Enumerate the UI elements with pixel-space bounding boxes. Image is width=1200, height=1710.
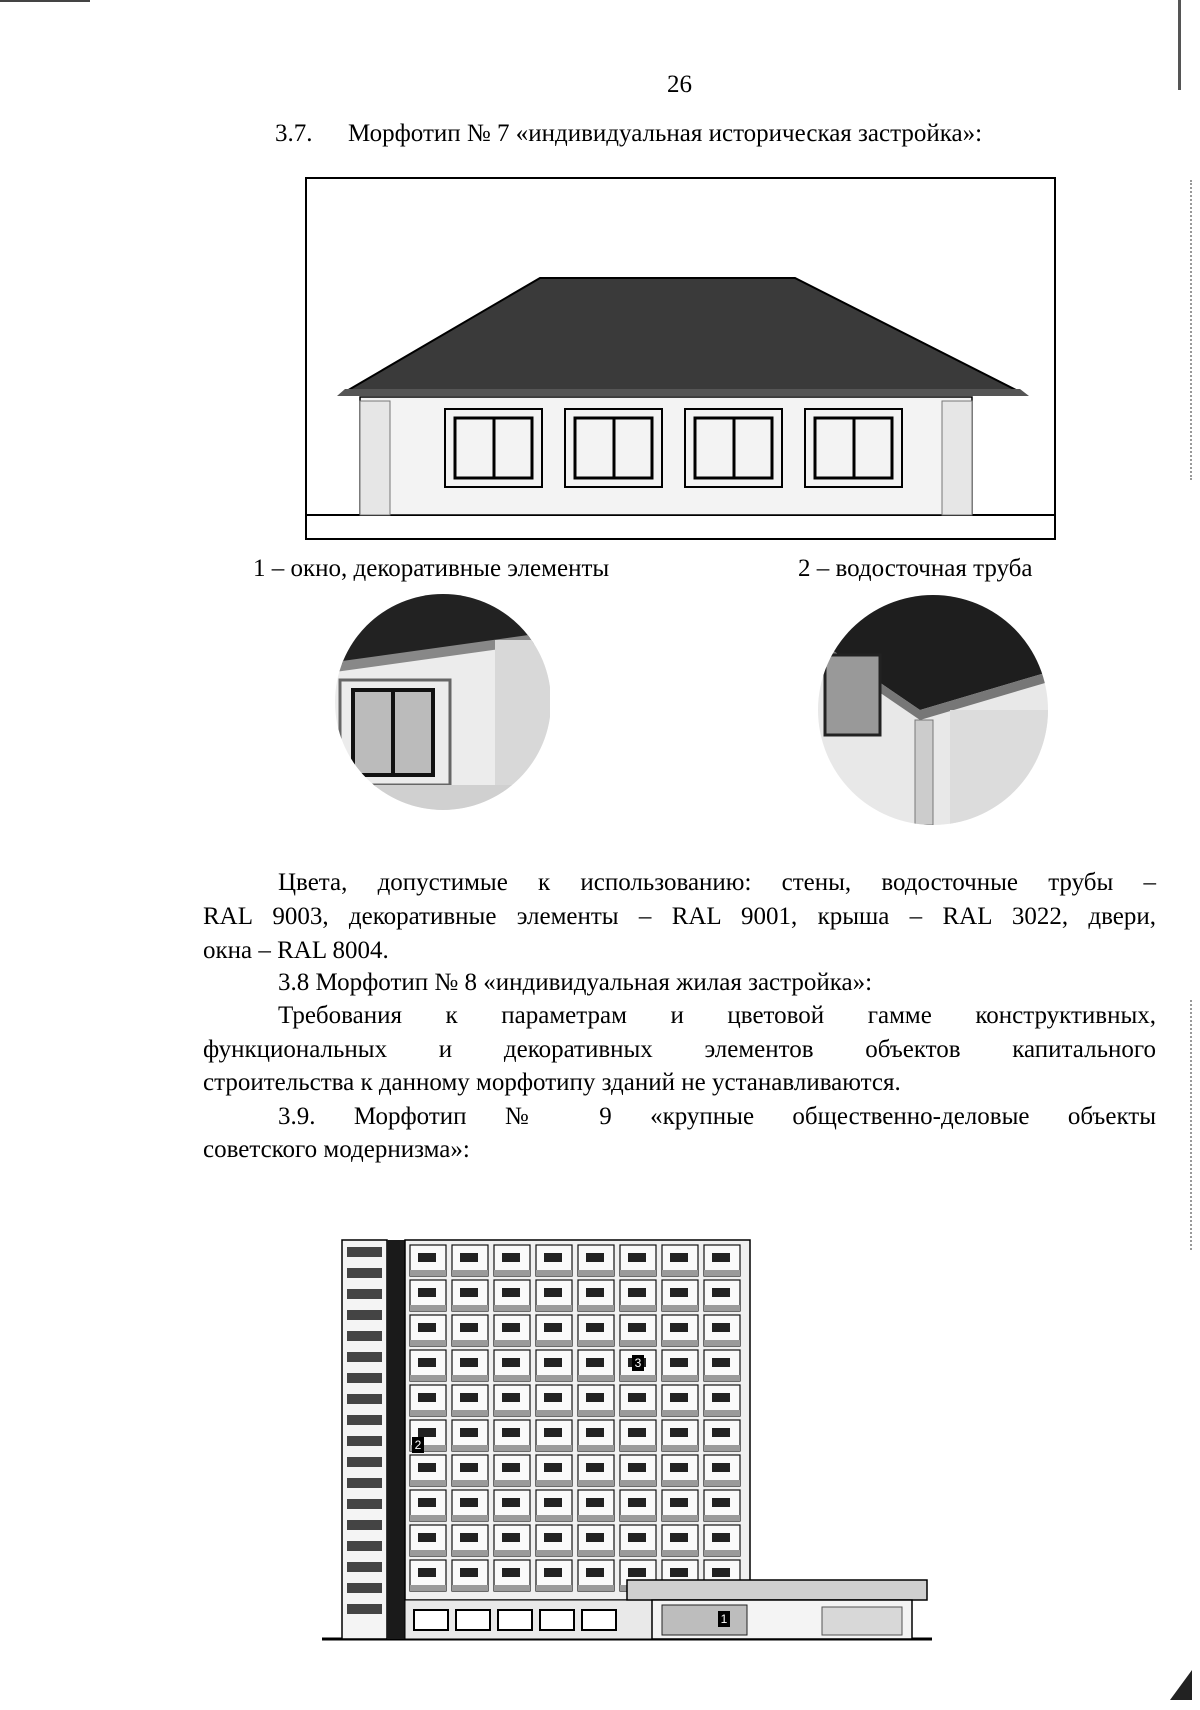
facade-balcony	[494, 1410, 530, 1416]
facade-window	[544, 1533, 562, 1542]
facade-balcony	[620, 1480, 656, 1486]
facade-window	[670, 1288, 688, 1297]
building-marker-2: 2	[414, 1438, 422, 1452]
facade-window	[712, 1533, 730, 1542]
ground-floor-window	[582, 1610, 616, 1630]
section-3-8-line-1	[278, 999, 1156, 1032]
facade-balcony	[704, 1445, 740, 1451]
facade-window	[670, 1568, 688, 1577]
facade-window	[460, 1288, 478, 1297]
facade-balcony	[620, 1375, 656, 1381]
tower-window-strip	[347, 1478, 382, 1488]
facade-window	[502, 1568, 520, 1577]
facade-balcony	[578, 1340, 614, 1346]
facade-window	[460, 1428, 478, 1437]
facade-window	[628, 1428, 646, 1437]
section-3-8-line-3: строительства к данному морфотипу зданий не устанавливаются.	[203, 1069, 901, 1096]
ground-floor-window	[498, 1610, 532, 1630]
facade-balcony	[620, 1445, 656, 1451]
facade-balcony	[704, 1375, 740, 1381]
facade-balcony	[662, 1550, 698, 1556]
facade-balcony	[704, 1270, 740, 1276]
facade-balcony	[620, 1515, 656, 1521]
facade-window	[712, 1253, 730, 1262]
facade-window	[628, 1323, 646, 1332]
facade-window	[712, 1323, 730, 1332]
facade-window	[502, 1323, 520, 1332]
facade-balcony	[536, 1270, 572, 1276]
facade-balcony	[662, 1515, 698, 1521]
facade-balcony	[452, 1585, 488, 1591]
facade-window	[586, 1498, 604, 1507]
facade-window	[418, 1253, 436, 1262]
facade-balcony	[662, 1410, 698, 1416]
facade-window	[544, 1393, 562, 1402]
facade-window	[586, 1288, 604, 1297]
facade-balcony	[452, 1480, 488, 1486]
facade-balcony	[536, 1585, 572, 1591]
facade-balcony	[578, 1480, 614, 1486]
facade-window	[502, 1463, 520, 1472]
ground-floor-window	[540, 1610, 574, 1630]
facade-balcony	[410, 1410, 446, 1416]
facade-window	[544, 1288, 562, 1297]
facade-balcony	[410, 1270, 446, 1276]
facade-window	[670, 1533, 688, 1542]
downpipe-detail-image	[810, 595, 1055, 825]
facade-balcony	[410, 1480, 446, 1486]
facade-window	[586, 1463, 604, 1472]
facade-balcony	[494, 1585, 530, 1591]
facade-window	[670, 1498, 688, 1507]
facade-window	[628, 1533, 646, 1542]
facade-window	[460, 1463, 478, 1472]
facade-balcony	[704, 1515, 740, 1521]
section-3-9-text-1: 3.9. Морфотип № 9 «крупные общественно-деловые объекты	[278, 1103, 1156, 1130]
facade-window	[670, 1463, 688, 1472]
tower-window-strip	[347, 1394, 382, 1404]
facade-window	[628, 1253, 646, 1262]
facade-window	[628, 1393, 646, 1402]
scan-corner-mark	[1170, 1670, 1192, 1700]
facade-balcony	[578, 1550, 614, 1556]
facade-window	[670, 1393, 688, 1402]
facade-window	[628, 1288, 646, 1297]
facade-balcony	[494, 1515, 530, 1521]
window-detail-image	[335, 590, 550, 815]
facade-window	[502, 1428, 520, 1437]
section-3-9-line-2: советского модернизма»:	[203, 1136, 470, 1163]
tower-window-strip	[347, 1562, 382, 1572]
facade-window	[712, 1393, 730, 1402]
facade-balcony	[704, 1410, 740, 1416]
facade-window	[670, 1428, 688, 1437]
facade-window	[628, 1498, 646, 1507]
facade-window	[418, 1463, 436, 1472]
facade-window	[418, 1568, 436, 1577]
facade-balcony	[452, 1550, 488, 1556]
facade-balcony	[452, 1270, 488, 1276]
facade-balcony	[578, 1375, 614, 1381]
section-3-8-text-2: функциональных и декоративных элементов объектов капитального	[203, 1036, 1156, 1063]
tower-window-strip	[347, 1352, 382, 1362]
facade-window	[418, 1288, 436, 1297]
facade-window	[544, 1358, 562, 1367]
tower-window-strip	[347, 1331, 382, 1341]
facade-balcony	[536, 1340, 572, 1346]
facade-balcony	[662, 1480, 698, 1486]
tower-window-strip	[347, 1499, 382, 1509]
facade-balcony	[620, 1305, 656, 1311]
facade-window	[460, 1323, 478, 1332]
facade-window	[502, 1253, 520, 1262]
facade-balcony	[704, 1480, 740, 1486]
facade-window	[712, 1498, 730, 1507]
facade-window	[712, 1463, 730, 1472]
facade-balcony	[578, 1305, 614, 1311]
facade-balcony	[494, 1550, 530, 1556]
detail-label-window: 1 – окно, декоративные элементы	[253, 555, 610, 582]
facade-window	[712, 1428, 730, 1437]
facade-balcony	[452, 1445, 488, 1451]
tower-window-strip	[347, 1373, 382, 1383]
house-elevation-drawing	[305, 177, 1056, 540]
facade-window	[670, 1253, 688, 1262]
facade-balcony	[452, 1375, 488, 1381]
facade-window	[418, 1323, 436, 1332]
facade-balcony	[704, 1305, 740, 1311]
facade-window	[670, 1323, 688, 1332]
facade-window	[460, 1393, 478, 1402]
tower-window-strip	[347, 1457, 382, 1467]
facade-window	[502, 1498, 520, 1507]
tower-window-strip	[347, 1436, 382, 1446]
colors-paragraph-text-1: Цвета, допустимые к использованию: стены, водосточные трубы –	[278, 869, 1156, 896]
facade-balcony	[704, 1340, 740, 1346]
section-3-7-title: Морфотип № 7 «индивидуальная историческая застройка»:	[348, 120, 983, 147]
facade-balcony	[494, 1480, 530, 1486]
facade-window	[712, 1358, 730, 1367]
facade-balcony	[494, 1375, 530, 1381]
ground-floor-window	[414, 1610, 448, 1630]
facade-balcony	[578, 1445, 614, 1451]
facade-window	[670, 1358, 688, 1367]
facade-window	[460, 1253, 478, 1262]
facade-balcony	[620, 1410, 656, 1416]
facade-balcony	[410, 1340, 446, 1346]
facade-balcony	[494, 1305, 530, 1311]
scan-edge-dots	[1190, 180, 1192, 480]
facade-balcony	[620, 1340, 656, 1346]
facade-window	[628, 1463, 646, 1472]
facade-balcony	[536, 1515, 572, 1521]
facade-window	[418, 1533, 436, 1542]
facade-window	[502, 1533, 520, 1542]
colors-paragraph-text-2: RAL 9003, декоративные элементы – RAL 9001, крыша – RAL 3022, двери,	[203, 903, 1156, 930]
scan-edge-line	[1178, 0, 1181, 90]
facade-balcony	[410, 1305, 446, 1311]
facade-window	[502, 1393, 520, 1402]
facade-balcony	[536, 1480, 572, 1486]
facade-balcony	[662, 1375, 698, 1381]
facade-window	[418, 1428, 436, 1437]
colors-paragraph-line-3: окна – RAL 8004.	[203, 937, 389, 964]
facade-window	[502, 1288, 520, 1297]
facade-balcony	[662, 1340, 698, 1346]
facade-window	[712, 1288, 730, 1297]
tower-window-strip	[347, 1268, 382, 1278]
facade-window	[586, 1393, 604, 1402]
tower-window-strip	[347, 1247, 382, 1257]
facade-balcony	[452, 1305, 488, 1311]
tower-window-strip	[347, 1310, 382, 1320]
section-3-8-line-2	[203, 1033, 1156, 1066]
facade-balcony	[536, 1445, 572, 1451]
colors-paragraph-line-2	[203, 900, 1156, 933]
facade-window	[544, 1463, 562, 1472]
tower-window-strip	[347, 1541, 382, 1551]
building-svg	[322, 1225, 932, 1645]
facade-balcony	[452, 1515, 488, 1521]
facade-balcony	[662, 1270, 698, 1276]
facade-window	[460, 1358, 478, 1367]
facade-balcony	[410, 1515, 446, 1521]
facade-balcony	[494, 1270, 530, 1276]
facade-balcony	[410, 1550, 446, 1556]
facade-balcony	[410, 1375, 446, 1381]
facade-window	[418, 1358, 436, 1367]
colors-paragraph-line-1	[278, 866, 1156, 899]
facade-window	[712, 1568, 730, 1577]
tower-window-strip	[347, 1415, 382, 1425]
facade-balcony	[578, 1270, 614, 1276]
section-3-8-text-1: Требования к параметрам и цветовой гамме конструктивных,	[278, 1002, 1156, 1029]
tower-window-strip	[347, 1289, 382, 1299]
facade-balcony	[704, 1550, 740, 1556]
facade-balcony	[536, 1305, 572, 1311]
facade-balcony	[494, 1340, 530, 1346]
facade-window	[460, 1533, 478, 1542]
facade-balcony	[536, 1410, 572, 1416]
facade-balcony	[620, 1270, 656, 1276]
facade-window	[586, 1533, 604, 1542]
facade-window	[460, 1498, 478, 1507]
building-marker-3: 3	[634, 1356, 642, 1370]
facade-balcony	[620, 1550, 656, 1556]
section-3-9-line-1	[278, 1100, 1156, 1133]
facade-balcony	[662, 1445, 698, 1451]
facade-balcony	[410, 1585, 446, 1591]
facade-window	[418, 1393, 436, 1402]
facade-balcony	[452, 1340, 488, 1346]
facade-window	[544, 1498, 562, 1507]
facade-balcony	[536, 1550, 572, 1556]
facade-window	[418, 1498, 436, 1507]
facade-window	[544, 1253, 562, 1262]
facade-window	[502, 1358, 520, 1367]
building-marker-1: 1	[720, 1612, 728, 1626]
modernist-building-drawing	[322, 1225, 932, 1645]
facade-window	[544, 1568, 562, 1577]
facade-balcony	[494, 1445, 530, 1451]
facade-window	[544, 1323, 562, 1332]
facade-window	[586, 1358, 604, 1367]
facade-balcony	[578, 1585, 614, 1591]
facade-balcony	[452, 1410, 488, 1416]
section-3-7-number: 3.7.	[275, 120, 313, 147]
facade-balcony	[662, 1305, 698, 1311]
detail-label-downpipe: 2 – водосточная труба	[798, 555, 1033, 582]
tower-window-strip	[347, 1520, 382, 1530]
facade-window	[586, 1568, 604, 1577]
scan-edge-line	[0, 0, 90, 2]
tower-window-strip	[347, 1604, 382, 1614]
facade-balcony	[578, 1410, 614, 1416]
scan-edge-dots	[1190, 1000, 1192, 1250]
facade-window	[460, 1568, 478, 1577]
facade-window	[628, 1568, 646, 1577]
facade-window	[586, 1428, 604, 1437]
tower-window-strip	[347, 1583, 382, 1593]
facade-window	[586, 1253, 604, 1262]
section-3-8-heading: 3.8 Морфотип № 8 «индивидуальная жилая застройка»:	[278, 969, 873, 996]
page-number: 26	[667, 71, 692, 98]
facade-balcony	[578, 1515, 614, 1521]
facade-balcony	[536, 1375, 572, 1381]
ground-floor-window	[456, 1610, 490, 1630]
facade-window	[544, 1428, 562, 1437]
facade-window	[586, 1323, 604, 1332]
